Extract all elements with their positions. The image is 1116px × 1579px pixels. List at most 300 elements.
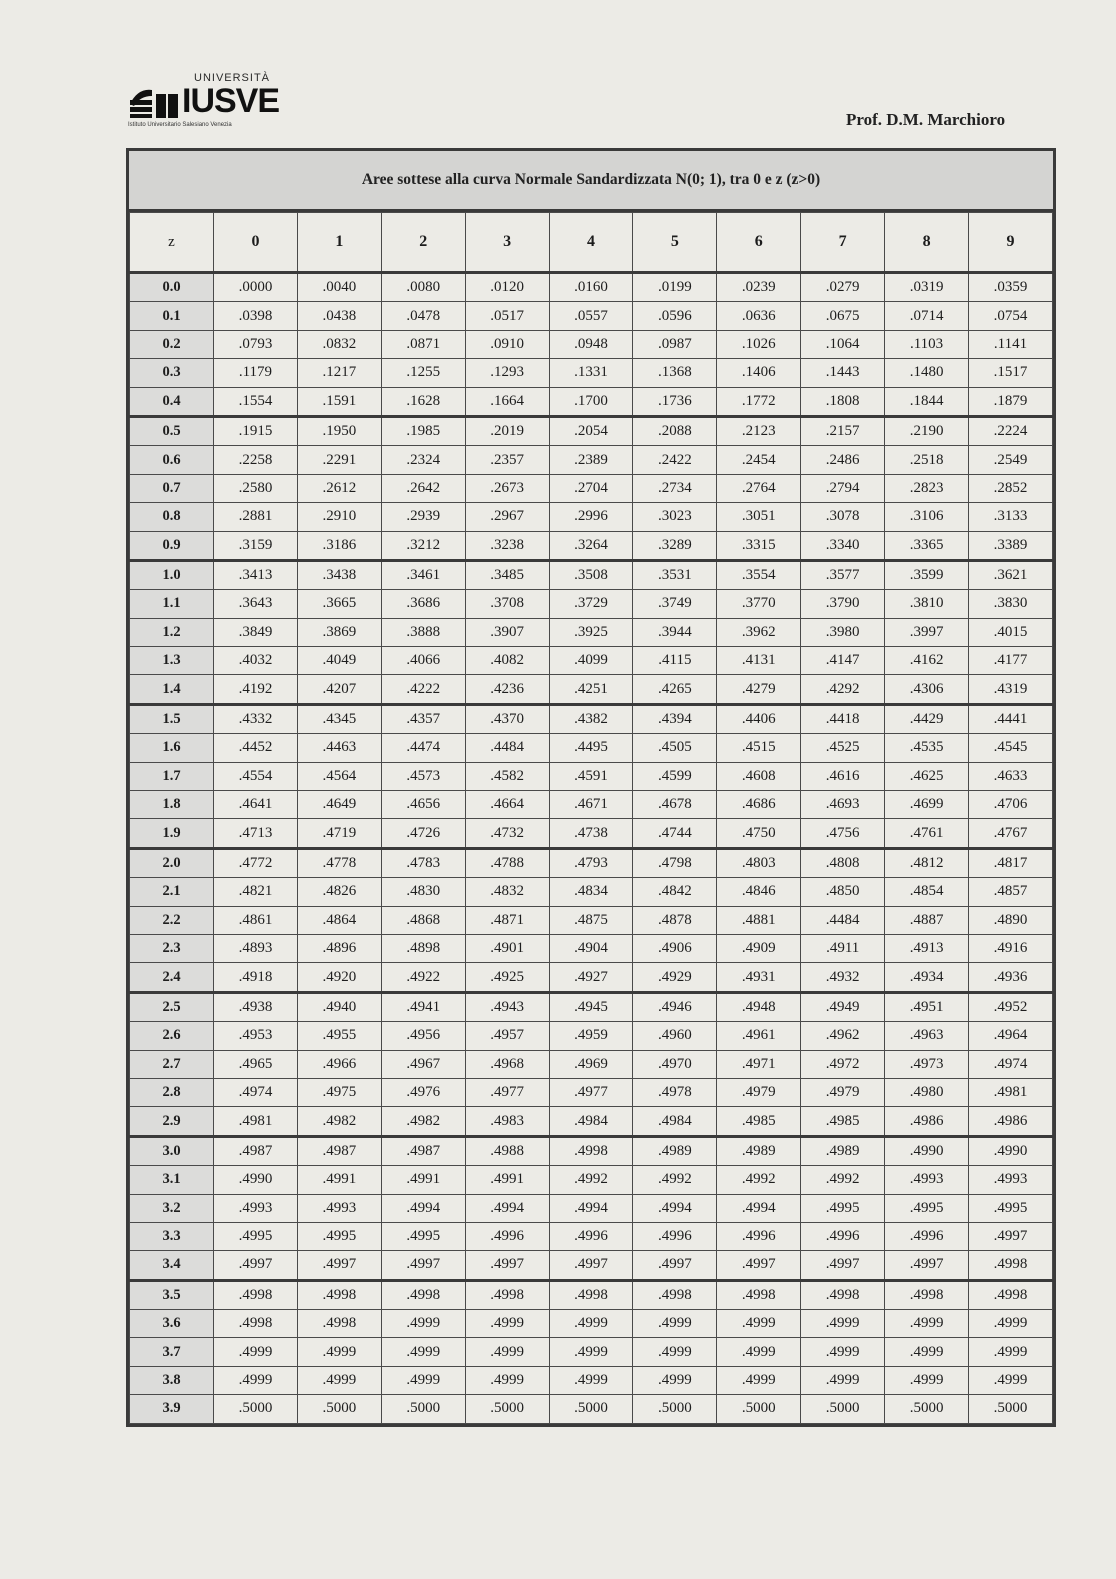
university-label: UNIVERSITÀ	[194, 72, 271, 84]
area-value-cell: .3078	[801, 503, 885, 531]
z-value-cell: 3.0	[130, 1136, 214, 1165]
area-value-cell: .3289	[633, 531, 717, 560]
column-header-9: 9	[969, 213, 1053, 273]
z-table	[129, 212, 1053, 1424]
area-value-cell: .0675	[801, 302, 885, 330]
z-value-cell: 0.9	[130, 531, 214, 560]
area-value-cell: .4842	[633, 878, 717, 906]
area-value-cell: .5000	[633, 1395, 717, 1423]
area-value-cell: .4861	[214, 906, 298, 934]
area-value-cell: .3365	[885, 531, 969, 560]
area-value-cell: .2422	[633, 446, 717, 474]
area-value-cell: .4099	[549, 647, 633, 675]
area-value-cell: .4961	[717, 1022, 801, 1050]
area-value-cell: .4812	[885, 848, 969, 877]
area-value-cell: .1293	[465, 359, 549, 387]
area-value-cell: .4995	[801, 1194, 885, 1222]
area-value-cell: .1443	[801, 359, 885, 387]
area-value-cell: .4357	[381, 704, 465, 733]
area-value-cell: .4251	[549, 675, 633, 704]
area-value-cell: .0319	[885, 273, 969, 302]
area-value-cell: .4772	[214, 848, 298, 877]
table-row	[130, 1395, 1053, 1423]
area-value-cell: .2580	[214, 474, 298, 502]
area-value-cell: .3212	[381, 531, 465, 560]
area-value-cell: .3508	[549, 560, 633, 589]
area-value-cell: .4834	[549, 878, 633, 906]
area-value-cell: .4998	[885, 1280, 969, 1309]
area-value-cell: .4641	[214, 791, 298, 819]
area-value-cell: .4332	[214, 704, 298, 733]
area-value-cell: .4997	[297, 1251, 381, 1280]
area-value-cell: .0279	[801, 273, 885, 302]
area-value-cell: .4985	[717, 1107, 801, 1136]
area-value-cell: .4940	[297, 992, 381, 1021]
area-value-cell: .4936	[969, 963, 1053, 992]
table-row	[130, 1107, 1053, 1136]
area-value-cell: .1026	[717, 330, 801, 358]
area-value-cell: .5000	[885, 1395, 969, 1423]
area-value-cell: .4582	[465, 762, 549, 790]
area-value-cell: .4236	[465, 675, 549, 704]
area-value-cell: .0871	[381, 330, 465, 358]
area-value-cell: .4976	[381, 1078, 465, 1106]
area-value-cell: .2612	[297, 474, 381, 502]
z-value-cell: 1.6	[130, 734, 214, 762]
area-value-cell: .4738	[549, 819, 633, 848]
table-row	[130, 675, 1053, 704]
area-value-cell: .5000	[801, 1395, 885, 1423]
area-value-cell: .3106	[885, 503, 969, 531]
area-value-cell: .2518	[885, 446, 969, 474]
area-value-cell: .4999	[801, 1366, 885, 1394]
area-value-cell: .4808	[801, 848, 885, 877]
area-value-cell: .4999	[297, 1366, 381, 1394]
area-value-cell: .4999	[717, 1338, 801, 1366]
area-value-cell: .4990	[885, 1136, 969, 1165]
area-value-cell: .4996	[633, 1222, 717, 1250]
area-value-cell: .3485	[465, 560, 549, 589]
area-value-cell: .4979	[717, 1078, 801, 1106]
area-value-cell: .3531	[633, 560, 717, 589]
area-value-cell: .4319	[969, 675, 1053, 704]
area-value-cell: .4956	[381, 1022, 465, 1050]
area-value-cell: .4916	[969, 934, 1053, 962]
area-value-cell: .2454	[717, 446, 801, 474]
area-value-cell: .4962	[801, 1022, 885, 1050]
area-value-cell: .4292	[801, 675, 885, 704]
area-value-cell: .4993	[214, 1194, 298, 1222]
area-value-cell: .4906	[633, 934, 717, 962]
z-value-cell: 2.7	[130, 1050, 214, 1078]
area-value-cell: .4977	[465, 1078, 549, 1106]
area-value-cell: .3686	[381, 590, 465, 618]
area-value-cell: .2291	[297, 446, 381, 474]
area-value-cell: .4082	[465, 647, 549, 675]
area-value-cell: .4945	[549, 992, 633, 1021]
area-value-cell: .4525	[801, 734, 885, 762]
area-value-cell: .4452	[214, 734, 298, 762]
area-value-cell: .4999	[381, 1310, 465, 1338]
area-value-cell: .4953	[214, 1022, 298, 1050]
area-value-cell: .4997	[633, 1251, 717, 1280]
area-value-cell: .3962	[717, 618, 801, 646]
area-value-cell: .3133	[969, 503, 1053, 531]
z-value-cell: 1.8	[130, 791, 214, 819]
area-value-cell: .1480	[885, 359, 969, 387]
area-value-cell: .4951	[885, 992, 969, 1021]
area-value-cell: .5000	[969, 1395, 1053, 1423]
area-value-cell: .4992	[717, 1166, 801, 1194]
area-value-cell: .4995	[297, 1222, 381, 1250]
area-value-cell: .0080	[381, 273, 465, 302]
area-value-cell: .4995	[381, 1222, 465, 1250]
books-logo-icon	[128, 84, 180, 118]
area-value-cell: .4306	[885, 675, 969, 704]
area-value-cell: .4997	[549, 1251, 633, 1280]
area-value-cell: .2704	[549, 474, 633, 502]
area-value-cell: .4986	[885, 1107, 969, 1136]
area-value-cell: .4750	[717, 819, 801, 848]
area-value-cell: .4599	[633, 762, 717, 790]
z-value-cell: 2.3	[130, 934, 214, 962]
area-value-cell: .1985	[381, 416, 465, 445]
area-value-cell: .4699	[885, 791, 969, 819]
area-value-cell: .3186	[297, 531, 381, 560]
area-value-cell: .3023	[633, 503, 717, 531]
z-value-cell: 3.3	[130, 1222, 214, 1250]
z-value-cell: 2.4	[130, 963, 214, 992]
area-value-cell: .2764	[717, 474, 801, 502]
table-row	[130, 963, 1053, 992]
area-value-cell: .5000	[214, 1395, 298, 1423]
area-value-cell: .4934	[885, 963, 969, 992]
area-value-cell: .4994	[633, 1194, 717, 1222]
area-value-cell: .4987	[381, 1136, 465, 1165]
area-value-cell: .1736	[633, 387, 717, 416]
z-value-cell: 2.8	[130, 1078, 214, 1106]
area-value-cell: .1255	[381, 359, 465, 387]
area-value-cell: .2357	[465, 446, 549, 474]
table-row	[130, 531, 1053, 560]
table-row	[130, 503, 1053, 531]
area-value-cell: .4265	[633, 675, 717, 704]
area-value-cell: .3643	[214, 590, 298, 618]
area-value-cell: .4878	[633, 906, 717, 934]
area-value-cell: .4985	[801, 1107, 885, 1136]
area-value-cell: .4904	[549, 934, 633, 962]
z-value-cell: 1.3	[130, 647, 214, 675]
area-value-cell: .4992	[549, 1166, 633, 1194]
area-value-cell: .0714	[885, 302, 969, 330]
area-value-cell: .4999	[549, 1338, 633, 1366]
area-value-cell: .3944	[633, 618, 717, 646]
area-value-cell: .4999	[381, 1366, 465, 1394]
area-value-cell: .4998	[717, 1280, 801, 1309]
area-value-cell: .4625	[885, 762, 969, 790]
area-value-cell: .4591	[549, 762, 633, 790]
area-value-cell: .4495	[549, 734, 633, 762]
area-value-cell: .4015	[969, 618, 1053, 646]
z-value-cell: 2.6	[130, 1022, 214, 1050]
area-value-cell: .3708	[465, 590, 549, 618]
area-value-cell: .4279	[717, 675, 801, 704]
area-value-cell: .4918	[214, 963, 298, 992]
area-value-cell: .4207	[297, 675, 381, 704]
table-row	[130, 1222, 1053, 1250]
area-value-cell: .4996	[465, 1222, 549, 1250]
area-value-cell: .3770	[717, 590, 801, 618]
area-value-cell: .4922	[381, 963, 465, 992]
column-header-0: 0	[214, 213, 298, 273]
area-value-cell: .4929	[633, 963, 717, 992]
table-row	[130, 1194, 1053, 1222]
area-value-cell: .4998	[381, 1280, 465, 1309]
author-name: Prof. D.M. Marchioro	[846, 110, 1006, 129]
area-value-cell: .4554	[214, 762, 298, 790]
table-row	[130, 474, 1053, 502]
area-value-cell: .1628	[381, 387, 465, 416]
area-value-cell: .4573	[381, 762, 465, 790]
area-value-cell: .1700	[549, 387, 633, 416]
area-value-cell: .4997	[214, 1251, 298, 1280]
area-value-cell: .4999	[969, 1310, 1053, 1338]
area-value-cell: .2224	[969, 416, 1053, 445]
area-value-cell: .4418	[801, 704, 885, 733]
column-header-8: 8	[885, 213, 969, 273]
area-value-cell: .4993	[297, 1194, 381, 1222]
area-value-cell: .4909	[717, 934, 801, 962]
area-value-cell: .4778	[297, 848, 381, 877]
area-value-cell: .4999	[297, 1338, 381, 1366]
area-value-cell: .1064	[801, 330, 885, 358]
area-value-cell: .3389	[969, 531, 1053, 560]
area-value-cell: .3051	[717, 503, 801, 531]
z-value-cell: 3.1	[130, 1166, 214, 1194]
area-value-cell: .4990	[969, 1136, 1053, 1165]
area-value-cell: .4981	[969, 1078, 1053, 1106]
area-value-cell: .4996	[717, 1222, 801, 1250]
area-value-cell: .2967	[465, 503, 549, 531]
area-value-cell: .4999	[969, 1338, 1053, 1366]
z-value-cell: 0.1	[130, 302, 214, 330]
area-value-cell: .1950	[297, 416, 381, 445]
area-value-cell: .4925	[465, 963, 549, 992]
z-value-cell: 3.9	[130, 1395, 214, 1423]
area-value-cell: .4943	[465, 992, 549, 1021]
area-value-cell: .1808	[801, 387, 885, 416]
area-value-cell: .4896	[297, 934, 381, 962]
z-value-cell: 0.2	[130, 330, 214, 358]
z-value-cell: 2.2	[130, 906, 214, 934]
table-row	[130, 1310, 1053, 1338]
area-value-cell: .4989	[717, 1136, 801, 1165]
table-row	[130, 1050, 1053, 1078]
area-value-cell: .1179	[214, 359, 298, 387]
area-value-cell: .4463	[297, 734, 381, 762]
university-logo	[128, 72, 278, 132]
area-value-cell: .1772	[717, 387, 801, 416]
area-value-cell: .4992	[801, 1166, 885, 1194]
area-value-cell: .3577	[801, 560, 885, 589]
area-value-cell: .1406	[717, 359, 801, 387]
area-value-cell: .2190	[885, 416, 969, 445]
area-value-cell: .4999	[633, 1366, 717, 1394]
area-value-cell: .3790	[801, 590, 885, 618]
z-value-cell: 0.5	[130, 416, 214, 445]
area-value-cell: .2324	[381, 446, 465, 474]
area-value-cell: .4394	[633, 704, 717, 733]
area-value-cell: .4370	[465, 704, 549, 733]
area-value-cell: .2157	[801, 416, 885, 445]
area-value-cell: .4706	[969, 791, 1053, 819]
area-value-cell: .4999	[885, 1366, 969, 1394]
area-value-cell: .3264	[549, 531, 633, 560]
table-row	[130, 618, 1053, 646]
area-value-cell: .4911	[801, 934, 885, 962]
area-value-cell: .4830	[381, 878, 465, 906]
area-value-cell: .4981	[214, 1107, 298, 1136]
z-value-cell: 2.1	[130, 878, 214, 906]
area-value-cell: .3907	[465, 618, 549, 646]
table-row	[130, 387, 1053, 416]
area-value-cell: .4744	[633, 819, 717, 848]
area-value-cell: .2088	[633, 416, 717, 445]
area-value-cell: .4959	[549, 1022, 633, 1050]
area-value-cell: .4999	[801, 1338, 885, 1366]
area-value-cell: .4996	[885, 1222, 969, 1250]
area-value-cell: .3315	[717, 531, 801, 560]
column-header-3: 3	[465, 213, 549, 273]
area-value-cell: .4963	[885, 1022, 969, 1050]
area-value-cell: .4535	[885, 734, 969, 762]
area-value-cell: .4131	[717, 647, 801, 675]
area-value-cell: .4979	[801, 1078, 885, 1106]
z-value-cell: 1.9	[130, 819, 214, 848]
area-value-cell: .4761	[885, 819, 969, 848]
area-value-cell: .4345	[297, 704, 381, 733]
area-value-cell: .3997	[885, 618, 969, 646]
table-row	[130, 992, 1053, 1021]
area-value-cell: .4898	[381, 934, 465, 962]
area-value-cell: .3980	[801, 618, 885, 646]
area-value-cell: .4893	[214, 934, 298, 962]
area-value-cell: .4656	[381, 791, 465, 819]
z-value-cell: 2.0	[130, 848, 214, 877]
area-value-cell: .4998	[633, 1280, 717, 1309]
area-value-cell: .4938	[214, 992, 298, 1021]
area-value-cell: .2996	[549, 503, 633, 531]
area-value-cell: .1141	[969, 330, 1053, 358]
area-value-cell: .4997	[969, 1222, 1053, 1250]
area-value-cell: .4192	[214, 675, 298, 704]
area-value-cell: .2486	[801, 446, 885, 474]
area-value-cell: .4854	[885, 878, 969, 906]
area-value-cell: .4998	[969, 1251, 1053, 1280]
area-value-cell: .2939	[381, 503, 465, 531]
area-value-cell: .4999	[633, 1338, 717, 1366]
area-value-cell: .4115	[633, 647, 717, 675]
area-value-cell: .3888	[381, 618, 465, 646]
area-value-cell: .4957	[465, 1022, 549, 1050]
area-value-cell: .4998	[214, 1280, 298, 1309]
z-value-cell: 3.2	[130, 1194, 214, 1222]
area-value-cell: .0910	[465, 330, 549, 358]
area-value-cell: .4999	[465, 1366, 549, 1394]
area-value-cell: .4505	[633, 734, 717, 762]
area-value-cell: .2549	[969, 446, 1053, 474]
table-title: Aree sottese alla curva Normale Sandardizzata N(0; 1), tra 0 e z (z>0)	[129, 151, 1053, 212]
table-row	[130, 302, 1053, 330]
area-value-cell: .0000	[214, 273, 298, 302]
area-value-cell: .4901	[465, 934, 549, 962]
area-value-cell: .4987	[214, 1136, 298, 1165]
area-value-cell: .2734	[633, 474, 717, 502]
area-value-cell: .4997	[885, 1251, 969, 1280]
table-row	[130, 734, 1053, 762]
area-value-cell: .2123	[717, 416, 801, 445]
area-value-cell: .4993	[885, 1166, 969, 1194]
z-value-cell: 2.9	[130, 1107, 214, 1136]
area-value-cell: .4999	[549, 1310, 633, 1338]
area-value-cell: .3554	[717, 560, 801, 589]
area-value-cell: .4678	[633, 791, 717, 819]
area-value-cell: .4994	[549, 1194, 633, 1222]
column-header-6: 6	[717, 213, 801, 273]
area-value-cell: .3810	[885, 590, 969, 618]
area-value-cell: .4997	[465, 1251, 549, 1280]
area-value-cell: .4998	[214, 1310, 298, 1338]
area-value-cell: .0557	[549, 302, 633, 330]
area-value-cell: .4803	[717, 848, 801, 877]
area-value-cell: .4980	[885, 1078, 969, 1106]
area-value-cell: .1368	[633, 359, 717, 387]
table-header-row	[130, 213, 1053, 273]
area-value-cell: .4965	[214, 1050, 298, 1078]
area-value-cell: .4998	[297, 1310, 381, 1338]
area-value-cell: .4968	[465, 1050, 549, 1078]
area-value-cell: .0359	[969, 273, 1053, 302]
table-row	[130, 1366, 1053, 1394]
logo-subtitle: Istituto Universitario Salesiano Venezia	[128, 122, 232, 128]
z-value-cell: 0.4	[130, 387, 214, 416]
area-value-cell: .4147	[801, 647, 885, 675]
area-value-cell: .0120	[465, 273, 549, 302]
area-value-cell: .4664	[465, 791, 549, 819]
area-value-cell: .4994	[465, 1194, 549, 1222]
area-value-cell: .4974	[969, 1050, 1053, 1078]
table-row	[130, 330, 1053, 358]
area-value-cell: .0438	[297, 302, 381, 330]
area-value-cell: .4986	[969, 1107, 1053, 1136]
table-row	[130, 934, 1053, 962]
area-value-cell: .5000	[465, 1395, 549, 1423]
area-value-cell: .4429	[885, 704, 969, 733]
area-value-cell: .4964	[969, 1022, 1053, 1050]
area-value-cell: .4032	[214, 647, 298, 675]
area-value-cell: .4994	[717, 1194, 801, 1222]
area-value-cell: .4966	[297, 1050, 381, 1078]
area-value-cell: .4474	[381, 734, 465, 762]
area-value-cell: .2054	[549, 416, 633, 445]
z-column-header: z	[130, 213, 214, 273]
area-value-cell: .4992	[633, 1166, 717, 1194]
area-value-cell: .4973	[885, 1050, 969, 1078]
area-value-cell: .4997	[381, 1251, 465, 1280]
area-value-cell: .4967	[381, 1050, 465, 1078]
area-value-cell: .4756	[801, 819, 885, 848]
area-value-cell: .1915	[214, 416, 298, 445]
